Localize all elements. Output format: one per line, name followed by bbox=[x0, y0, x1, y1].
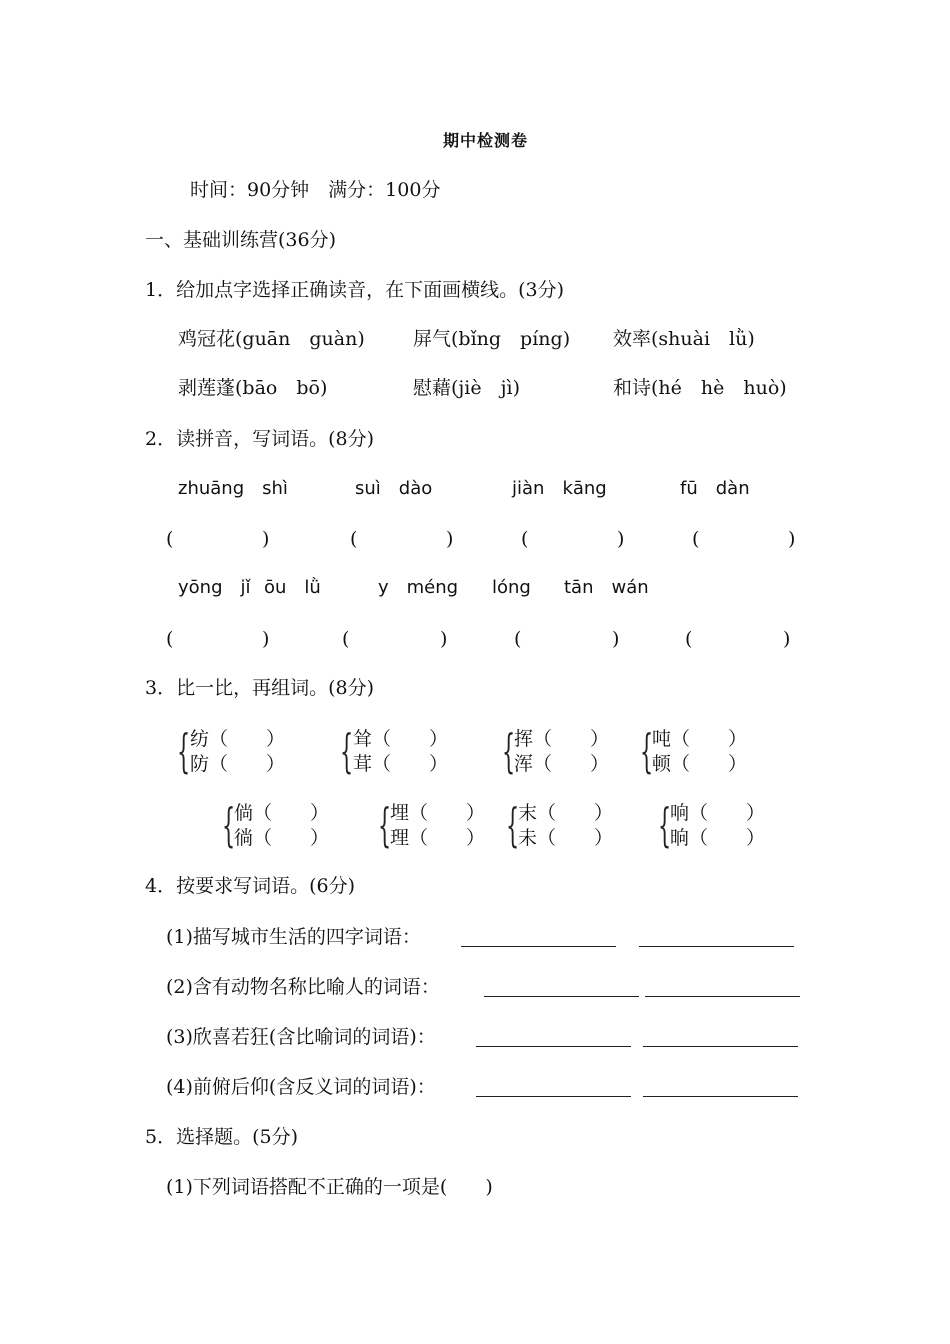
brace: { bbox=[222, 798, 236, 852]
answer-paren-close: ) bbox=[446, 528, 454, 550]
char-pair-top: 埋（ ） bbox=[390, 802, 486, 824]
brace: { bbox=[502, 724, 516, 778]
pinyin-prompt: ōu lǜ bbox=[264, 577, 321, 598]
answer-paren-open: ( bbox=[166, 528, 174, 550]
q4-item-label: (4)前俯后仰(含反义词的词语)： bbox=[166, 1076, 436, 1098]
answer-paren-open: ( bbox=[350, 528, 358, 550]
char-pair-bottom: 茸（ ） bbox=[353, 753, 449, 775]
exam-meta: 时间：90分钟 满分：100分 bbox=[190, 179, 441, 201]
answer-paren-open: ( bbox=[685, 628, 693, 650]
question-2-heading: 2．读拼音，写词语。(8分) bbox=[145, 428, 375, 450]
char-pair-top: 末（ ） bbox=[518, 802, 614, 824]
answer-paren-close: ) bbox=[440, 628, 448, 650]
answer-blank[interactable] bbox=[461, 930, 616, 951]
char-pair-bottom: 徜（ ） bbox=[234, 827, 330, 849]
pinyin-prompt: fū dàn bbox=[680, 478, 750, 499]
brace: { bbox=[506, 798, 520, 852]
char-pair-bottom: 浑（ ） bbox=[514, 753, 610, 775]
answer-blank[interactable] bbox=[643, 1030, 798, 1051]
pinyin-prompt: zhuāng shì bbox=[178, 478, 288, 499]
char-pair-top: 挥（ ） bbox=[514, 728, 610, 750]
answer-paren-close: ) bbox=[612, 628, 620, 650]
answer-blank[interactable] bbox=[645, 980, 800, 1001]
pinyin-prompt: jiàn kāng bbox=[512, 478, 607, 499]
answer-paren-close: ) bbox=[783, 628, 791, 650]
char-pair-bottom: 理（ ） bbox=[390, 827, 486, 849]
pinyin-prompt: tān wán bbox=[564, 577, 649, 598]
brace: { bbox=[640, 724, 654, 778]
char-pair-bottom: 未（ ） bbox=[518, 827, 614, 849]
answer-paren-close: ) bbox=[788, 528, 796, 550]
answer-blank[interactable] bbox=[643, 1080, 798, 1101]
answer-blank[interactable] bbox=[476, 1030, 631, 1051]
answer-paren-open: ( bbox=[514, 628, 522, 650]
brace: { bbox=[658, 798, 672, 852]
q1-item: 剥莲蓬(bāo bō) bbox=[178, 377, 328, 399]
question-5-heading: 5．选择题。(5分) bbox=[145, 1126, 299, 1148]
answer-blank[interactable] bbox=[476, 1080, 631, 1101]
q1-item: 和诗(hé hè huò) bbox=[613, 377, 787, 399]
answer-blank[interactable] bbox=[484, 980, 639, 1001]
answer-paren-close: ) bbox=[262, 628, 270, 650]
pinyin-prompt: yōng jǐ bbox=[178, 577, 251, 598]
brace: { bbox=[177, 724, 191, 778]
q1-item: 鸡冠花(guān guàn) bbox=[178, 328, 365, 350]
answer-paren-open: ( bbox=[166, 628, 174, 650]
q4-item-label: (2)含有动物名称比喻人的词语： bbox=[166, 976, 440, 998]
q5-sub-question: (1)下列词语搭配不正确的一项是( ) bbox=[166, 1176, 493, 1198]
char-pair-top: 响（ ） bbox=[670, 802, 766, 824]
char-pair-bottom: 防（ ） bbox=[190, 753, 286, 775]
char-pair-bottom: 晌（ ） bbox=[670, 827, 766, 849]
answer-paren-open: ( bbox=[342, 628, 350, 650]
answer-blank[interactable] bbox=[639, 930, 794, 951]
char-pair-top: 倘（ ） bbox=[234, 802, 330, 824]
answer-paren-open: ( bbox=[692, 528, 700, 550]
answer-paren-open: ( bbox=[521, 528, 529, 550]
q1-item: 效率(shuài lǜ) bbox=[613, 328, 755, 350]
q4-item-label: (3)欣喜若狂(含比喻词的词语)： bbox=[166, 1026, 436, 1048]
exam-title: 期中检测卷 bbox=[443, 131, 529, 150]
question-3-heading: 3．比一比，再组词。(8分) bbox=[145, 677, 375, 699]
char-pair-top: 纺（ ） bbox=[190, 728, 286, 750]
answer-paren-close: ) bbox=[617, 528, 625, 550]
q1-item: 屏气(bǐng píng) bbox=[413, 328, 571, 350]
q1-item: 慰藉(jiè jì) bbox=[413, 377, 521, 399]
brace: { bbox=[378, 798, 392, 852]
char-pair-top: 吨（ ） bbox=[652, 728, 748, 750]
q4-item-label: (1)描写城市生活的四字词语： bbox=[166, 926, 421, 948]
pinyin-prompt: y méng bbox=[378, 577, 459, 598]
char-pair-top: 耸（ ） bbox=[353, 728, 449, 750]
pinyin-prompt: suì dào bbox=[355, 478, 433, 499]
brace: { bbox=[340, 724, 354, 778]
pinyin-prompt: lóng bbox=[492, 577, 531, 598]
char-pair-bottom: 顿（ ） bbox=[652, 753, 748, 775]
question-4-heading: 4．按要求写词语。(6分) bbox=[145, 875, 356, 897]
answer-paren-close: ) bbox=[262, 528, 270, 550]
section-heading: 一、基础训练营(36分) bbox=[145, 229, 337, 251]
question-1-heading: 1．给加点字选择正确读音，在下面画横线。(3分) bbox=[145, 279, 565, 301]
